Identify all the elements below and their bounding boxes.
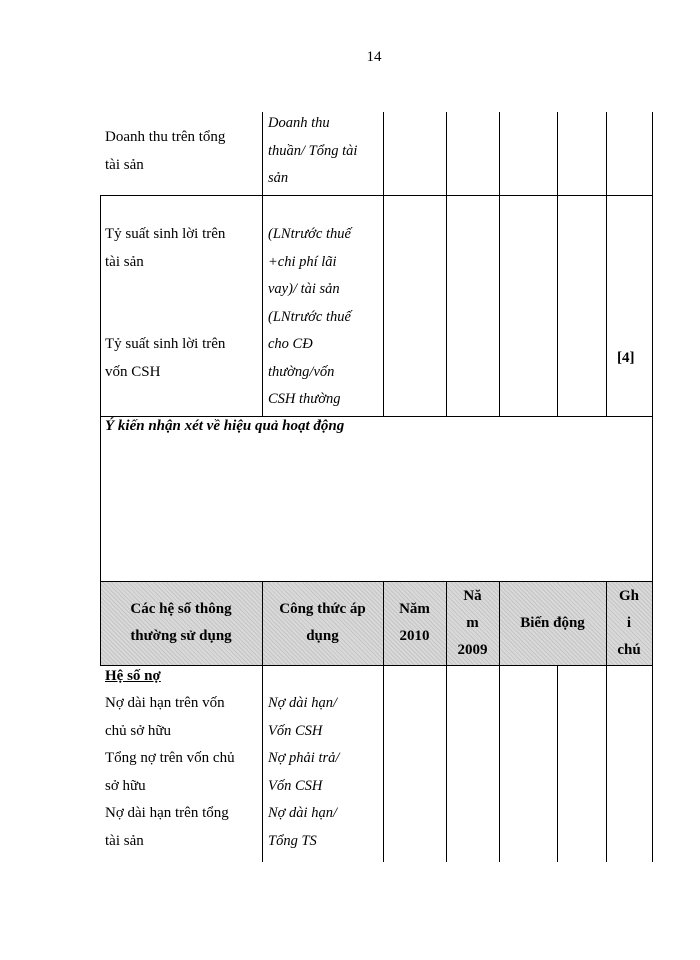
header-change: Biến động	[520, 614, 585, 631]
formula-cell: Doanh thu thuần/ Tổng tài sản	[268, 115, 358, 186]
grid-line	[557, 112, 558, 416]
indicator-cell: Tỷ suất sinh lời trên tài sản	[105, 226, 226, 270]
header-notes: Gh i chú	[617, 587, 641, 658]
grid-line	[499, 112, 500, 416]
grid-line	[262, 112, 263, 416]
reference-note: [4]	[617, 350, 635, 366]
grid-line	[383, 112, 384, 416]
formula-cell: Nợ dài hạn/ Vốn CSH Nợ phải trả/ Vốn CSH Nợ dài hạn/ Tổng TS	[268, 695, 340, 849]
comment-heading: Ý kiến nhận xét về hiệu quả hoạt động	[105, 418, 345, 434]
indicator-cell: Nợ dài hạn trên vốn chủ sở hữu Tổng nợ trên vốn chủ sở hữu Nợ dài hạn trên tổng tài sản	[105, 695, 235, 849]
grid-line	[652, 112, 653, 862]
indicator-cell: Doanh thu trên tổng tài sản	[105, 129, 226, 173]
row-divider	[100, 195, 653, 196]
formula-cell: (LNtrước thuế +chi phí lãi vay)/ tài sản (LNtrước thuế cho CĐ thường/vốn CSH thường	[268, 226, 351, 407]
header-year-2009: Nă m 2009	[457, 587, 488, 658]
grid-line	[557, 665, 558, 862]
indicator-cell: Tỷ suất sinh lời trên vốn CSH	[105, 336, 226, 380]
header-year-2010: Năm 2010	[399, 601, 430, 644]
page-number: 14	[366, 49, 382, 65]
header-indicators: Các hệ số thông thường sử dụng	[130, 601, 232, 644]
header-formula: Công thức áp dụng	[279, 601, 366, 644]
row-divider	[100, 665, 653, 666]
grid-line	[446, 112, 447, 416]
grid-line	[606, 112, 607, 416]
section-title: Hệ số nợ	[105, 668, 161, 684]
